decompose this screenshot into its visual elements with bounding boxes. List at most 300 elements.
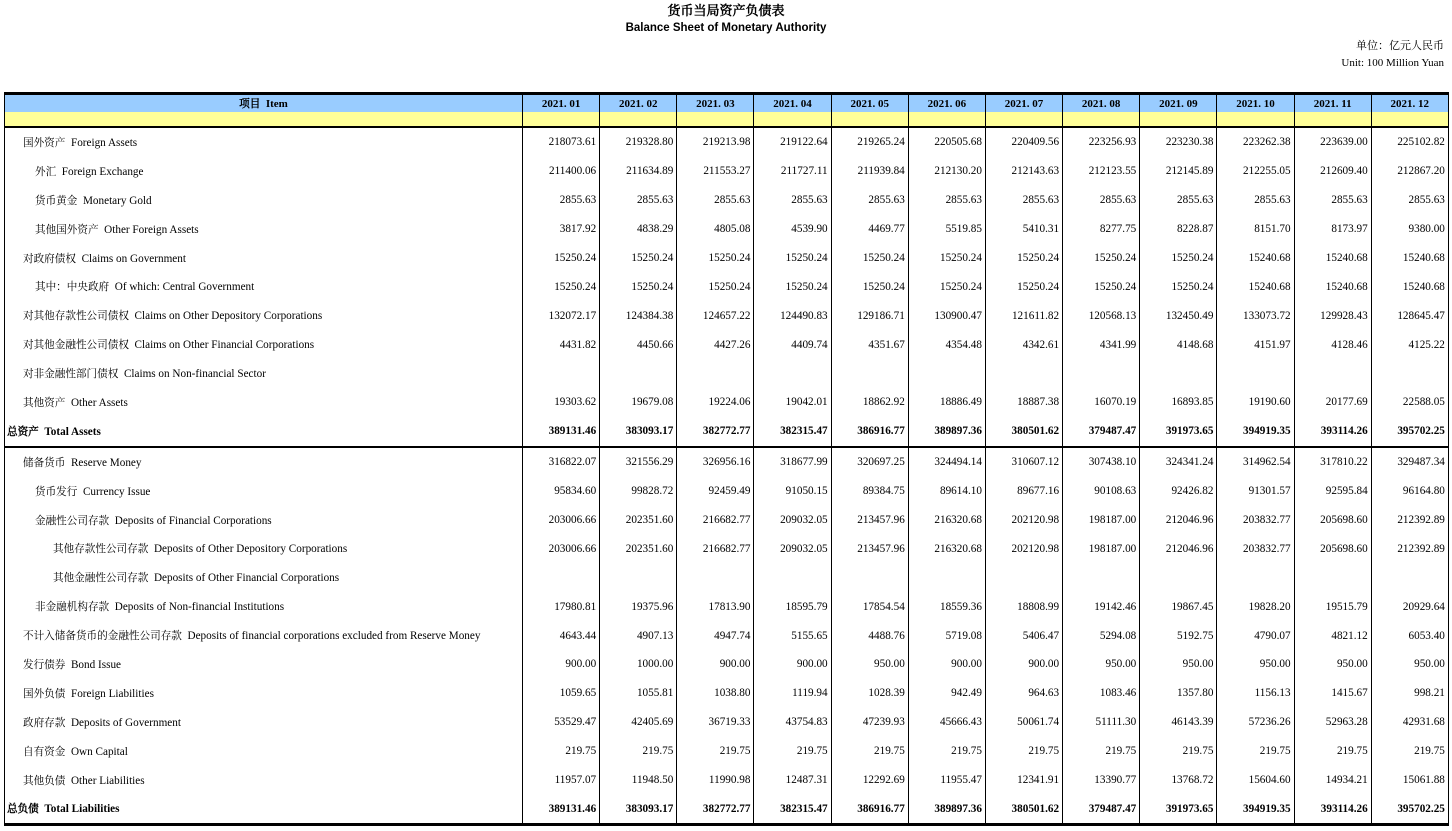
cell-value: 20929.64 [1371,592,1448,621]
cell-value: 14934.21 [1294,766,1371,795]
cell-value: 124657.22 [677,301,754,330]
item-header-en: Item [265,98,288,110]
cell-value: 18559.36 [908,592,985,621]
cell-value: 90108.63 [1063,477,1140,506]
cell-value: 2855.63 [677,186,754,215]
cell-value: 394919.35 [1217,794,1294,824]
cell-value: 4450.66 [600,330,677,359]
cell-value: 92595.84 [1294,477,1371,506]
cell-value: 19142.46 [1063,592,1140,621]
header-spacer-row [5,112,1449,127]
cell-value: 950.00 [1371,650,1448,679]
cell-value: 203006.66 [523,506,600,535]
row-label-cn: 外汇 [35,165,57,178]
cell-value: 950.00 [1140,650,1217,679]
cell-value: 389897.36 [908,417,985,447]
cell-value: 20177.69 [1294,388,1371,417]
cell-value: 89614.10 [908,477,985,506]
cell-value: 15250.24 [1140,272,1217,301]
cell-value: 2855.63 [831,186,908,215]
cell-value: 4351.67 [831,330,908,359]
row-label [5,534,523,563]
table-row [5,766,1449,795]
cell-value: 19828.20 [1217,592,1294,621]
column-header-month: 2021. 04 [754,94,831,113]
cell-value: 211634.89 [600,157,677,186]
column-header-month: 2021. 03 [677,94,754,113]
cell-value: 133073.72 [1217,301,1294,330]
cell-value: 89677.16 [985,477,1062,506]
cell-value: 382315.47 [754,794,831,824]
cell-value: 95834.60 [523,477,600,506]
table-row [5,708,1449,737]
cell-value: 15061.88 [1371,766,1448,795]
row-label-cn: 总负债 [7,803,39,816]
cell-value: 96164.80 [1371,477,1448,506]
cell-value [1217,563,1294,592]
cell-value: 223262.38 [1217,127,1294,157]
cell-value: 15250.24 [1140,244,1217,273]
row-label-en: Of which: Central Government [114,281,255,294]
cell-value: 198187.00 [1063,506,1140,535]
cell-value: 900.00 [908,650,985,679]
cell-value: 4838.29 [600,215,677,244]
column-header-month: 2021. 01 [523,94,600,113]
row-label [5,244,523,273]
cell-value: 19679.08 [600,388,677,417]
cell-value [523,359,600,388]
table-row [5,534,1449,563]
cell-value: 1028.39 [831,679,908,708]
row-label-en: Claims on Government [81,252,186,265]
cell-value: 1055.81 [600,679,677,708]
row-label [5,359,523,388]
cell-value: 19042.01 [754,388,831,417]
cell-value: 4125.22 [1371,330,1448,359]
cell-value [1371,563,1448,592]
cell-value: 1357.80 [1140,679,1217,708]
header-row [5,94,1449,113]
cell-value [677,563,754,592]
row-label [5,477,523,506]
cell-value: 219.75 [754,737,831,766]
cell-value: 22588.05 [1371,388,1448,417]
cell-value: 46143.39 [1140,708,1217,737]
row-label-cn: 其他负债 [23,774,66,787]
row-label-cn: 自有资金 [23,745,66,758]
cell-value: 326956.16 [677,447,754,477]
cell-value: 386916.77 [831,417,908,447]
cell-value: 212609.40 [1294,157,1371,186]
row-label-cn: 政府存款 [23,716,66,729]
cell-value: 5410.31 [985,215,1062,244]
cell-value: 18886.49 [908,388,985,417]
cell-value: 202351.60 [600,506,677,535]
cell-value: 91301.57 [1217,477,1294,506]
cell-value: 53529.47 [523,708,600,737]
item-header-cn: 项目 [239,98,261,110]
cell-value: 2855.63 [523,186,600,215]
cell-value: 219.75 [1371,737,1448,766]
cell-value: 15240.68 [1294,272,1371,301]
cell-value: 2855.63 [985,186,1062,215]
cell-value: 4128.46 [1294,330,1371,359]
cell-value: 15250.24 [985,272,1062,301]
cell-value: 120568.13 [1063,301,1140,330]
row-label-cn: 对非金融性部门债权 [23,368,119,381]
cell-value: 4947.74 [677,621,754,650]
cell-value: 4151.97 [1217,330,1294,359]
row-label-en: Currency Issue [82,485,151,498]
page-title-cn: 货币当局资产负债表 [667,4,785,19]
cell-value: 205698.60 [1294,534,1371,563]
cell-value: 8228.87 [1140,215,1217,244]
cell-value: 15250.24 [831,244,908,273]
cell-value: 15604.60 [1217,766,1294,795]
cell-value: 950.00 [831,650,908,679]
cell-value: 379487.47 [1063,417,1140,447]
cell-value: 1038.80 [677,679,754,708]
cell-value [523,563,600,592]
row-label [5,563,523,592]
cell-value: 219.75 [831,737,908,766]
cell-value: 15250.24 [1063,272,1140,301]
cell-value: 219.75 [1217,737,1294,766]
cell-value [1294,359,1371,388]
cell-value: 13390.77 [1063,766,1140,795]
cell-value: 216320.68 [908,506,985,535]
row-label-en: Claims on Other Depository Corporations [134,310,323,323]
cell-value: 219.75 [908,737,985,766]
cell-value [600,563,677,592]
cell-value: 17813.90 [677,592,754,621]
cell-value: 18887.38 [985,388,1062,417]
cell-value: 4341.99 [1063,330,1140,359]
cell-value: 307438.10 [1063,447,1140,477]
cell-value: 4488.76 [831,621,908,650]
cell-value: 8277.75 [1063,215,1140,244]
cell-value: 19224.06 [677,388,754,417]
row-label-cn: 其他金融性公司存款 [53,572,149,585]
row-label-cn: 其他资产 [23,396,66,409]
total-row [5,417,1449,447]
cell-value [754,359,831,388]
cell-value: 219.75 [523,737,600,766]
cell-value: 132072.17 [523,301,600,330]
cell-value: 57236.26 [1217,708,1294,737]
table-row [5,679,1449,708]
row-label-cn: 货币黄金 [35,194,78,207]
cell-value: 15250.24 [754,244,831,273]
row-label-en: Deposits of Financial Corporations [114,514,272,527]
cell-value: 17854.54 [831,592,908,621]
cell-value: 36719.33 [677,708,754,737]
cell-value: 211553.27 [677,157,754,186]
cell-value: 15250.24 [523,272,600,301]
table-row [5,272,1449,301]
cell-value: 212046.96 [1140,506,1217,535]
cell-value: 132450.49 [1140,301,1217,330]
cell-value: 318677.99 [754,447,831,477]
cell-value: 389131.46 [523,794,600,824]
cell-value: 220409.56 [985,127,1062,157]
cell-value: 2855.63 [754,186,831,215]
cell-value: 209032.05 [754,534,831,563]
row-label [5,417,523,447]
cell-value: 380501.62 [985,417,1062,447]
cell-value: 4342.61 [985,330,1062,359]
cell-value: 4148.68 [1140,330,1217,359]
cell-value: 42405.69 [600,708,677,737]
cell-value: 3817.92 [523,215,600,244]
balance-sheet-table [4,92,1449,826]
cell-value: 16070.19 [1063,388,1140,417]
cell-value: 212392.89 [1371,534,1448,563]
cell-value: 15240.68 [1371,272,1448,301]
cell-value: 219122.64 [754,127,831,157]
cell-value: 329487.34 [1371,447,1448,477]
cell-value: 18808.99 [985,592,1062,621]
cell-value: 15250.24 [600,244,677,273]
table-body [5,127,1449,825]
cell-value: 382772.77 [677,417,754,447]
cell-value: 382772.77 [677,794,754,824]
cell-value: 15250.24 [754,272,831,301]
table-row [5,244,1449,273]
cell-value [1140,359,1217,388]
cell-value: 209032.05 [754,506,831,535]
cell-value: 321556.29 [600,447,677,477]
cell-value: 124384.38 [600,301,677,330]
row-label-cn: 金融性公司存款 [35,514,110,527]
row-label [5,794,523,824]
row-label-en: Deposits of Government [70,716,181,729]
cell-value: 12487.31 [754,766,831,795]
cell-value: 216682.77 [677,534,754,563]
cell-value: 15250.24 [985,244,1062,273]
cell-value: 212130.20 [908,157,985,186]
cell-value: 12341.91 [985,766,1062,795]
row-label-en: Total Liabilities [44,803,120,816]
cell-value: 124490.83 [754,301,831,330]
cell-value: 219328.80 [600,127,677,157]
row-label-en: Deposits of Other Financial Corporations [153,572,340,585]
cell-value [831,359,908,388]
row-label [5,215,523,244]
column-header-item [5,94,523,113]
cell-value: 1156.13 [1217,679,1294,708]
cell-value: 99828.72 [600,477,677,506]
table-row [5,621,1449,650]
column-header-month: 2021. 06 [908,94,985,113]
cell-value: 225102.82 [1371,127,1448,157]
cell-value: 5155.65 [754,621,831,650]
cell-value: 11955.47 [908,766,985,795]
cell-value: 211939.84 [831,157,908,186]
row-label-en: Foreign Exchange [61,165,144,178]
cell-value: 219265.24 [831,127,908,157]
row-label-cn: 对政府债权 [23,252,76,265]
cell-value: 316822.07 [523,447,600,477]
cell-value: 393114.26 [1294,794,1371,824]
row-label-en: Foreign Assets [70,136,138,149]
column-header-month: 2021. 09 [1140,94,1217,113]
row-label-cn: 国外负债 [23,687,66,700]
cell-value: 128645.47 [1371,301,1448,330]
cell-value: 389897.36 [908,794,985,824]
cell-value: 51111.30 [1063,708,1140,737]
row-label-cn: 货币发行 [35,485,78,498]
cell-value: 380501.62 [985,794,1062,824]
cell-value: 92426.82 [1140,477,1217,506]
table-row [5,737,1449,766]
cell-value: 19375.96 [600,592,677,621]
row-label-cn: 其中：中央政府 [35,281,110,294]
cell-value: 1119.94 [754,679,831,708]
cell-value: 16893.85 [1140,388,1217,417]
cell-value [908,359,985,388]
row-label [5,388,523,417]
cell-value: 213457.96 [831,506,908,535]
cell-value: 1000.00 [600,650,677,679]
total-row [5,794,1449,824]
cell-value: 212046.96 [1140,534,1217,563]
cell-value: 2855.63 [1140,186,1217,215]
cell-value: 1059.65 [523,679,600,708]
cell-value: 15240.68 [1371,244,1448,273]
row-label [5,272,523,301]
cell-value: 129928.43 [1294,301,1371,330]
cell-value: 4539.90 [754,215,831,244]
table-row [5,186,1449,215]
cell-value: 4469.77 [831,215,908,244]
table-row [5,447,1449,477]
cell-value: 11957.07 [523,766,600,795]
cell-value: 15240.68 [1217,244,1294,273]
column-header-month: 2021. 10 [1217,94,1294,113]
cell-value: 5406.47 [985,621,1062,650]
cell-value [985,359,1062,388]
cell-value: 900.00 [677,650,754,679]
cell-value: 4427.26 [677,330,754,359]
cell-value: 2855.63 [908,186,985,215]
cell-value: 2855.63 [1294,186,1371,215]
row-label-en: Bond Issue [70,658,122,671]
row-label-en: Deposits of Other Depository Corporations [153,543,348,556]
cell-value [1063,359,1140,388]
row-label [5,621,523,650]
cell-value: 45666.43 [908,708,985,737]
cell-value [908,563,985,592]
table-row [5,388,1449,417]
cell-value: 314962.54 [1217,447,1294,477]
table-row [5,592,1449,621]
row-label [5,766,523,795]
row-label-cn: 其他存款性公司存款 [53,543,149,556]
cell-value: 5192.75 [1140,621,1217,650]
cell-value: 5294.08 [1063,621,1140,650]
cell-value [831,563,908,592]
cell-value: 15240.68 [1294,244,1371,273]
cell-value: 1083.46 [1063,679,1140,708]
cell-value: 212867.20 [1371,157,1448,186]
cell-value: 998.21 [1371,679,1448,708]
cell-value: 219.75 [1063,737,1140,766]
table-row [5,301,1449,330]
cell-value: 203832.77 [1217,534,1294,563]
cell-value: 11948.50 [600,766,677,795]
cell-value: 50061.74 [985,708,1062,737]
cell-value: 4821.12 [1294,621,1371,650]
cell-value: 52963.28 [1294,708,1371,737]
cell-value: 130900.47 [908,301,985,330]
cell-value: 219.75 [677,737,754,766]
cell-value: 391973.65 [1140,794,1217,824]
cell-value: 950.00 [1294,650,1371,679]
table-row [5,157,1449,186]
cell-value: 15250.24 [677,272,754,301]
cell-value: 219213.98 [677,127,754,157]
cell-value: 121611.82 [985,301,1062,330]
row-label-cn: 对其他金融性公司债权 [23,339,129,352]
cell-value: 382315.47 [754,417,831,447]
cell-value: 310607.12 [985,447,1062,477]
row-label-cn: 对其他存款性公司债权 [23,310,129,323]
cell-value: 1415.67 [1294,679,1371,708]
cell-value: 324494.14 [908,447,985,477]
cell-value: 202120.98 [985,534,1062,563]
column-header-month: 2021. 07 [985,94,1062,113]
row-label [5,186,523,215]
cell-value: 12292.69 [831,766,908,795]
cell-value: 383093.17 [600,794,677,824]
cell-value: 18595.79 [754,592,831,621]
cell-value: 15250.24 [677,244,754,273]
cell-value: 8151.70 [1217,215,1294,244]
column-header-month: 2021. 05 [831,94,908,113]
row-label-cn: 不计入储备货币的金融性公司存款 [23,630,182,643]
row-label [5,650,523,679]
cell-value: 212123.55 [1063,157,1140,186]
cell-value: 15250.24 [1063,244,1140,273]
cell-value: 19867.45 [1140,592,1217,621]
cell-value: 43754.83 [754,708,831,737]
row-label [5,708,523,737]
cell-value: 383093.17 [600,417,677,447]
row-label-cn: 非金融机构存款 [35,601,110,614]
cell-value [1371,359,1448,388]
table-row [5,506,1449,535]
cell-value [600,359,677,388]
cell-value: 942.49 [908,679,985,708]
row-label-en: Total Assets [44,425,101,438]
cell-value: 91050.15 [754,477,831,506]
cell-value: 15250.24 [908,244,985,273]
cell-value: 4790.07 [1217,621,1294,650]
unit-label-en: Unit: 100 Million Yuan [1341,57,1444,69]
row-label-cn: 储备货币 [23,456,66,469]
cell-value: 2855.63 [600,186,677,215]
cell-value: 9380.00 [1371,215,1448,244]
unit-label-cn: 单位：亿元人民币 [1356,39,1444,52]
row-label [5,330,523,359]
cell-value: 212143.63 [985,157,1062,186]
cell-value: 42931.68 [1371,708,1448,737]
cell-value [985,563,1062,592]
column-header-month: 2021. 02 [600,94,677,113]
row-label-en: Reserve Money [70,456,142,469]
row-label-en: Claims on Non-financial Sector [123,368,266,381]
